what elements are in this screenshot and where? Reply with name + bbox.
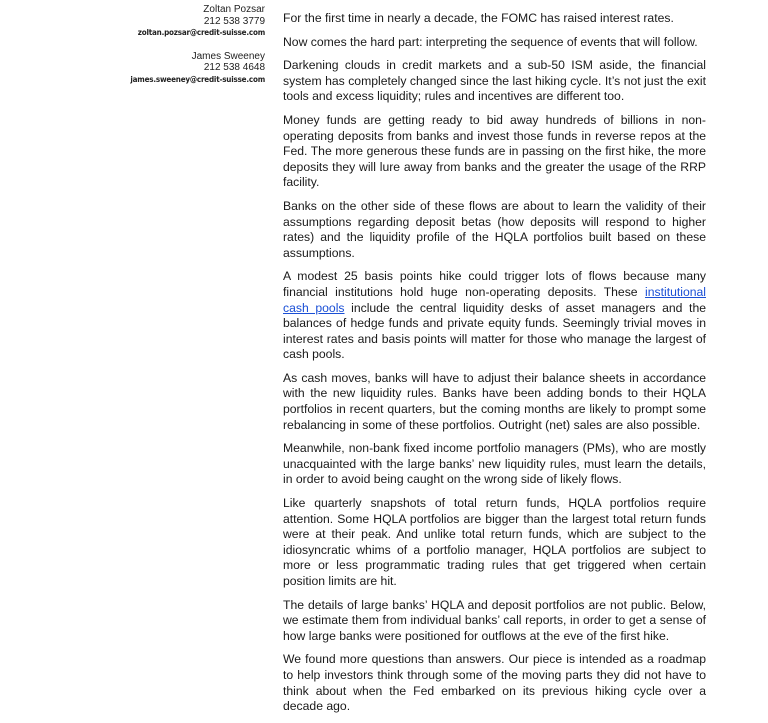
paragraph: Meanwhile, non-bank fixed income portfolio managers (PMs), who are mostly unacquainted with the large banks’ new liquidity rules, must learn the details, in order to avoid being caught on the wrong side of likely flows.: [283, 441, 706, 487]
author-block: [120, 4, 265, 39]
paragraph-with-link: [283, 269, 706, 363]
author-name: Zoltan Pozsar: [203, 4, 265, 15]
author-contacts: [120, 4, 265, 98]
article-body: [283, 11, 706, 723]
paragraph: As cash moves, banks will have to adjust their balance sheets in accordance with the new liquidity rules. Banks have been adding bonds to their HQLA portfolios in recent quarters, but the coming months are likely to prompt some rebalancing in some of these portfolios. Outright (net) sales are also possible.: [283, 370, 706, 432]
author-name: James Sweeney: [191, 50, 265, 62]
paragraph: The details of large banks’ HQLA and deposit portfolios are not public. Below, we estimate them from individual banks’ call reports, in order to get a sense of how large banks were positioned for outflows at the eve of the first hike.: [283, 597, 706, 643]
paragraph: Money funds are getting ready to bid away hundreds of billions in non-operating deposits from banks and invest those funds in reverse repos at the Fed. The more generous these funds are in passing on the first hike, the more deposits they will lure away from banks and the greater the usage of the RRP facility.: [283, 112, 706, 190]
paragraph: Like quarterly snapshots of total return funds, HQLA portfolios require attention. Some HQLA portfolios are bigger than the largest total return funds were at their peak. And unlike total return funds, which are subject to the idiosyncratic whims of a portfolio manager, HQLA portfolios are subject to more or less programmatic trading rules that get triggered when certain position limits are hit.: [283, 496, 706, 588]
paragraph-text: A modest 25 basis points hike could trigger lots of flows because many financial institutions hold huge non-operating deposits. These: [283, 269, 706, 299]
institutional-cash-pools-link[interactable]: institutional cash pools: [283, 284, 706, 315]
paragraph: For the first time in nearly a decade, the FOMC has raised interest rates.: [283, 11, 674, 25]
paragraph: Darkening clouds in credit markets and a sub-50 ISM aside, the financial system has completely changed since the last hiking cycle. It’s not just the exit tools and excess liquidity; rules and incentives are different too.: [283, 58, 706, 104]
paragraph-text: include the central liquidity desks of asset managers and the balances of hedge funds and private equity funds. Seemingly trivial moves in interest rates and basis points will matter for those who manage the largest of cash pools.: [283, 300, 706, 362]
author-email[interactable]: james.sweeney@credit-suisse.com: [130, 74, 265, 84]
author-block: [120, 51, 265, 86]
paragraph: Banks on the other side of these flows are about to learn the validity of their assumptions regarding deposit betas (how deposits will respond to higher rates) and the liquidity profile of the HQLA portfolios built based on these assumptions.: [283, 198, 706, 260]
author-email[interactable]: zoltan.pozsar@credit-suisse.com: [137, 28, 265, 38]
paragraph: We found more questions than answers. Our piece is intended as a roadmap to help investors think through some of the moving parts they did not have to think about when the Fed embarked on its previous hiking cycle over a decade ago.: [283, 652, 706, 714]
author-phone: 212 538 4648: [203, 62, 265, 74]
author-phone: 212 538 3779: [203, 15, 265, 27]
paragraph: Now comes the hard part: interpreting the sequence of events that will follow.: [283, 34, 698, 49]
